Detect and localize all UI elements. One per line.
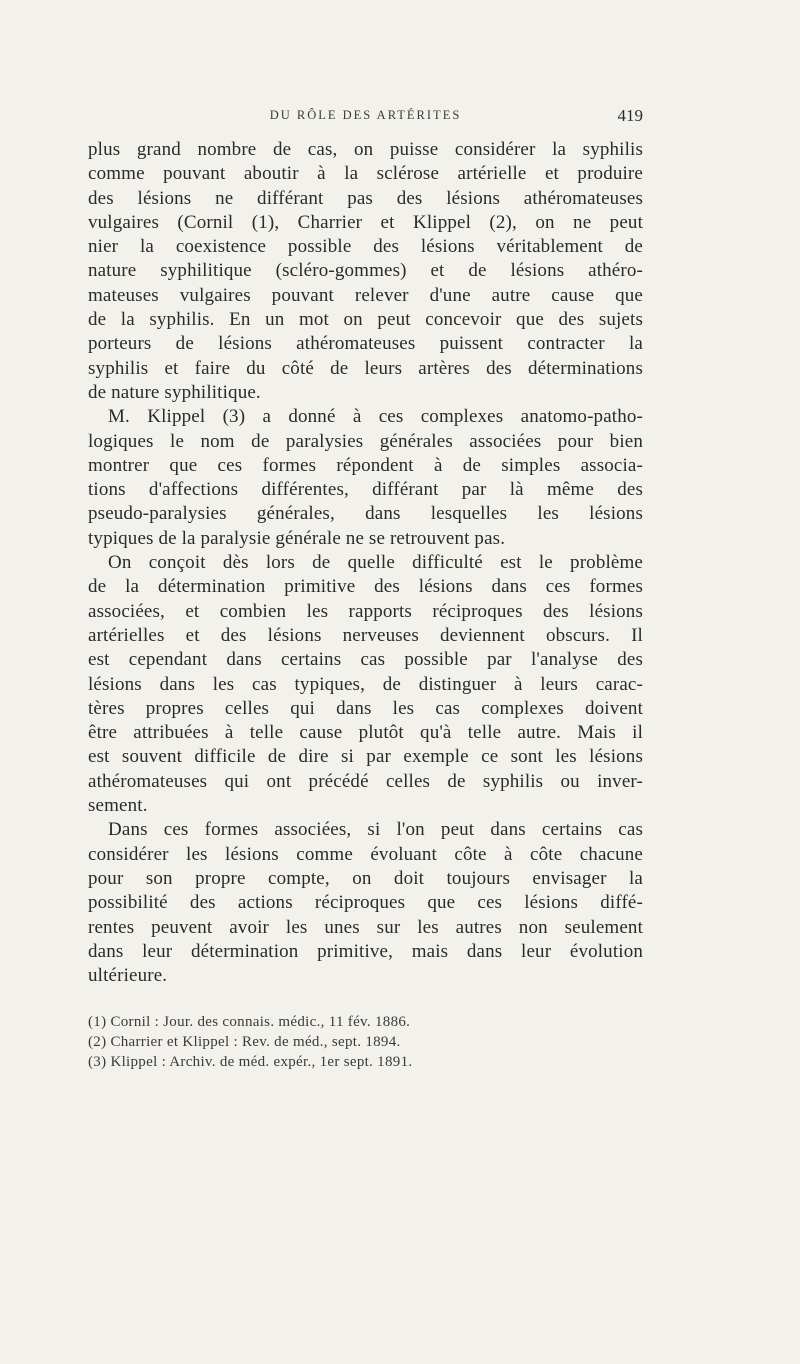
text-line: nature syphilitique (scléro-gommes) et de lésions athéro-: [88, 260, 643, 282]
text-line: de la syphilis. En un mot on peut concevoir que des sujets: [88, 309, 643, 331]
footnote-1: (1) Cornil : Jour. des connais. médic., 11 fév. 1886.: [88, 1014, 411, 1031]
text-line: syphilis et faire du côté de leurs artères des déterminations: [88, 357, 643, 379]
text-line: mateuses vulgaires pouvant relever d'une autre cause que: [88, 284, 643, 306]
paragraph-3: [88, 551, 643, 818]
text-line: athéromateuses qui ont précédé celles de syphilis ou inver-: [88, 770, 643, 792]
text-line: porteurs de lésions athéromateuses puissent contracter la: [88, 333, 643, 355]
text-line: artérielles et des lésions nerveuses deviennent obscurs. Il: [88, 624, 643, 646]
text-line: logiques le nom de paralysies générales associées pour bien: [88, 430, 643, 452]
text-line: tions d'affections différentes, différant par là même des: [88, 479, 643, 501]
text-line: typiques de la paralysie générale ne se retrouvent pas.: [88, 527, 506, 549]
footnote-2: (2) Charrier et Klippel : Rev. de méd., sept. 1894.: [88, 1034, 401, 1051]
footnote-3: (3) Klippel : Archiv. de méd. expér., 1er sept. 1891.: [88, 1054, 413, 1071]
text-line: Dans ces formes associées, si l'on peut dans certains cas: [108, 819, 643, 841]
text-line: nier la coexistence possible des lésions véritablement de: [88, 236, 643, 258]
text-line: rentes peuvent avoir les unes sur les autres non seulement: [88, 916, 643, 938]
text-line: considérer les lésions comme évoluant côte à côte chacune: [88, 843, 643, 865]
text-line: pseudo-paralysies générales, dans lesquelles les lésions: [88, 503, 643, 525]
text-line: dans leur détermination primitive, mais dans leur évolution: [88, 940, 643, 962]
text-line: de nature syphilitique.: [88, 381, 261, 403]
text-line: pour son propre compte, on doit toujours envisager la: [88, 867, 643, 889]
text-line: On conçoit dès lors de quelle difficulté est le problème: [108, 552, 643, 574]
text-line: possibilité des actions réciproques que ces lésions diffé-: [88, 892, 643, 914]
text-line: comme pouvant aboutir à la sclérose artérielle et produire: [88, 163, 643, 185]
text-line: est souvent difficile de dire si par exemple ce sont les lésions: [88, 746, 643, 768]
text-line: de la détermination primitive des lésions dans ces formes: [88, 576, 643, 598]
text-line: ultérieure.: [88, 965, 168, 987]
paragraph-4: [88, 818, 643, 988]
text-line: associées, et combien les rapports réciproques des lésions: [88, 600, 643, 622]
text-line: vulgaires (Cornil (1), Charrier et Klippel (2), on ne peut: [88, 211, 643, 233]
page-header: [88, 108, 643, 138]
text-line: est cependant dans certains cas possible par l'analyse des: [88, 649, 643, 671]
text-line: lésions dans les cas typiques, de distinguer à leurs carac-: [88, 673, 643, 695]
paragraph-1: [88, 138, 643, 405]
text-line: plus grand nombre de cas, on puisse considérer la syphilis: [88, 139, 643, 160]
text-line: M. Klippel (3) a donné à ces complexes anatomo-patho-: [108, 406, 643, 428]
text-line: des lésions ne différant pas des lésions athéromateuses: [88, 187, 643, 209]
text-line: montrer que ces formes répondent à de simples associa-: [88, 454, 643, 476]
running-title: DU RÔLE DES ARTÉRITES: [269, 108, 462, 122]
paragraph-2: [88, 405, 643, 551]
text-line: être attribuées à telle cause plutôt qu'à telle autre. Mais il: [88, 722, 643, 744]
book-page: [88, 108, 643, 1072]
page-number: 419: [617, 106, 643, 125]
text-line: tères propres celles qui dans les cas complexes doivent: [88, 697, 643, 719]
footnotes: [88, 1012, 643, 1072]
text-line: sement.: [88, 795, 148, 817]
